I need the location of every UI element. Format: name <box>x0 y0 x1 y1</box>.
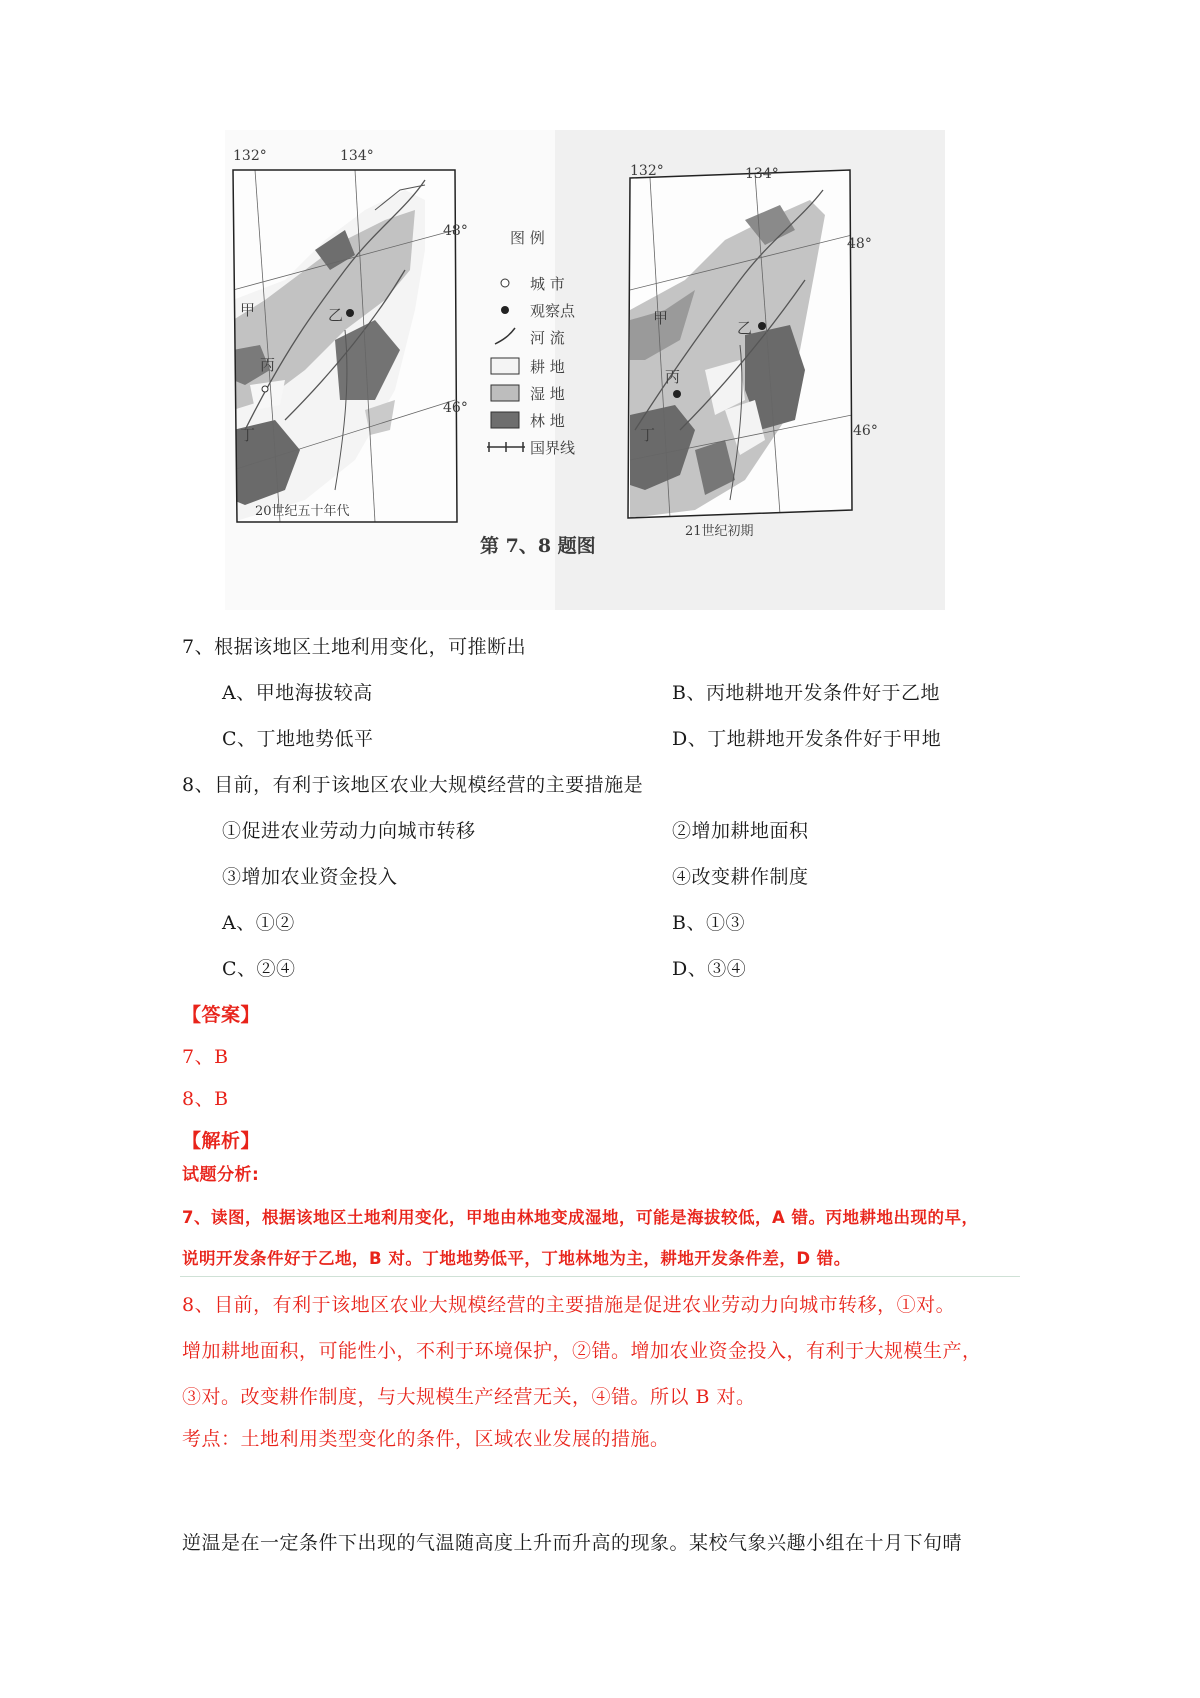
analysis-q8-line-2: 增加耕地面积，可能性小，不利于环境保护，②错。增加农业资金投入，有利于大规模生产， <box>182 1340 982 1362</box>
q7-option-a: A、甲地海拔较高 <box>222 682 373 704</box>
legend-label-observation: 观察点 <box>530 302 576 320</box>
analysis-q7-line-2: 说明开发条件好于乙地，B 对。丁地地势低平，丁地林地为主，耕地开发条件差，D 错。 <box>182 1249 851 1268</box>
figure-caption: 第 7、8 题图 <box>480 535 596 557</box>
legend-label-farmland: 耕 地 <box>530 358 565 376</box>
right-point-jia: 甲 <box>653 309 669 327</box>
right-point-ding: 丁 <box>640 426 656 444</box>
legend-label-border: 国界线 <box>530 439 576 457</box>
q7-option-b: B、丙地耕地开发条件好于乙地 <box>672 682 940 704</box>
q8-measure-3: ③增加农业资金投入 <box>222 866 398 888</box>
left-point-jia: 甲 <box>240 301 256 319</box>
right-lon-134: 134° <box>745 166 779 182</box>
map-figure-svg <box>225 130 945 610</box>
answer-heading: 【答案】 <box>182 1004 261 1026</box>
q8-measure-2: ②增加耕地面积 <box>672 820 809 842</box>
q7-stem: 7、根据该地区土地利用变化，可推断出 <box>182 636 527 658</box>
legend-label-city: 城 市 <box>530 275 565 293</box>
left-point-ding: 丁 <box>240 426 256 444</box>
left-lat-46: 46° <box>443 400 468 416</box>
left-lon-134: 134° <box>340 148 374 164</box>
left-lat-48: 48° <box>443 223 468 239</box>
analysis-q8-line-1: 8、目前，有利于该地区农业大规模经营的主要措施是促进农业劳动力向城市转移，①对。 <box>182 1294 956 1316</box>
wetland-icon <box>491 385 519 401</box>
legend-label-forest: 林 地 <box>530 412 565 430</box>
divider-line <box>180 1276 1020 1277</box>
answer-q8: 8、B <box>182 1088 229 1110</box>
legend-label-wetland: 湿 地 <box>530 385 565 403</box>
analysis-q7-line-1: 7、读图，根据该地区土地利用变化，甲地由林地变成湿地，可能是海拔较低，A 错。丙地耕地出现的早， <box>182 1208 979 1227</box>
city-icon <box>501 279 509 287</box>
analysis-kaodian: 考点：土地利用类型变化的条件，区域农业发展的措施。 <box>182 1428 670 1450</box>
legend-label-river: 河 流 <box>530 329 565 347</box>
q8-option-a: A、①② <box>222 912 295 934</box>
observation-point-icon <box>346 309 354 317</box>
forest-icon <box>491 412 519 428</box>
q7-option-c: C、丁地地势低平 <box>222 728 374 750</box>
right-point-yi: 乙 <box>737 319 753 337</box>
analysis-heading: 【解析】 <box>182 1130 261 1152</box>
right-lat-48: 48° <box>847 236 872 252</box>
left-point-bing: 丙 <box>260 356 276 374</box>
analysis-q8-line-3: ③对。改变耕作制度，与大规模生产经营无关，④错。所以 B 对。 <box>182 1386 756 1408</box>
right-map <box>625 170 855 520</box>
right-point-bing: 丙 <box>665 368 681 386</box>
left-lon-132: 132° <box>233 148 267 164</box>
q7-option-d: D、丁地耕地开发条件好于甲地 <box>672 728 942 750</box>
q8-measure-1: ①促进农业劳动力向城市转移 <box>222 820 476 842</box>
map-figure <box>225 130 945 610</box>
q8-option-d: D、③④ <box>672 958 747 980</box>
answer-q7: 7、B <box>182 1046 229 1068</box>
right-map-caption: 21世纪初期 <box>685 524 754 539</box>
q8-option-b: B、①③ <box>672 912 745 934</box>
city-icon <box>262 386 268 392</box>
observation-point-icon <box>501 306 509 314</box>
left-map-caption: 20世纪五十年代 <box>255 504 350 519</box>
left-map <box>225 130 485 530</box>
next-question-text: 逆温是在一定条件下出现的气温随高度上升而升高的现象。某校气象兴趣小组在十月下旬晴 <box>182 1532 963 1554</box>
q8-measure-4: ④改变耕作制度 <box>672 866 809 888</box>
right-lon-132: 132° <box>630 163 664 179</box>
observation-point-icon <box>758 322 766 330</box>
q8-stem: 8、目前，有利于该地区农业大规模经营的主要措施是 <box>182 774 644 796</box>
observation-point-icon <box>673 390 681 398</box>
left-point-yi: 乙 <box>328 306 344 324</box>
right-lat-46: 46° <box>853 423 878 439</box>
q8-option-c: C、②④ <box>222 958 296 980</box>
analysis-subheading: 试题分析: <box>182 1165 260 1185</box>
farmland-icon <box>491 358 519 374</box>
legend-title: 图 例 <box>510 229 545 247</box>
